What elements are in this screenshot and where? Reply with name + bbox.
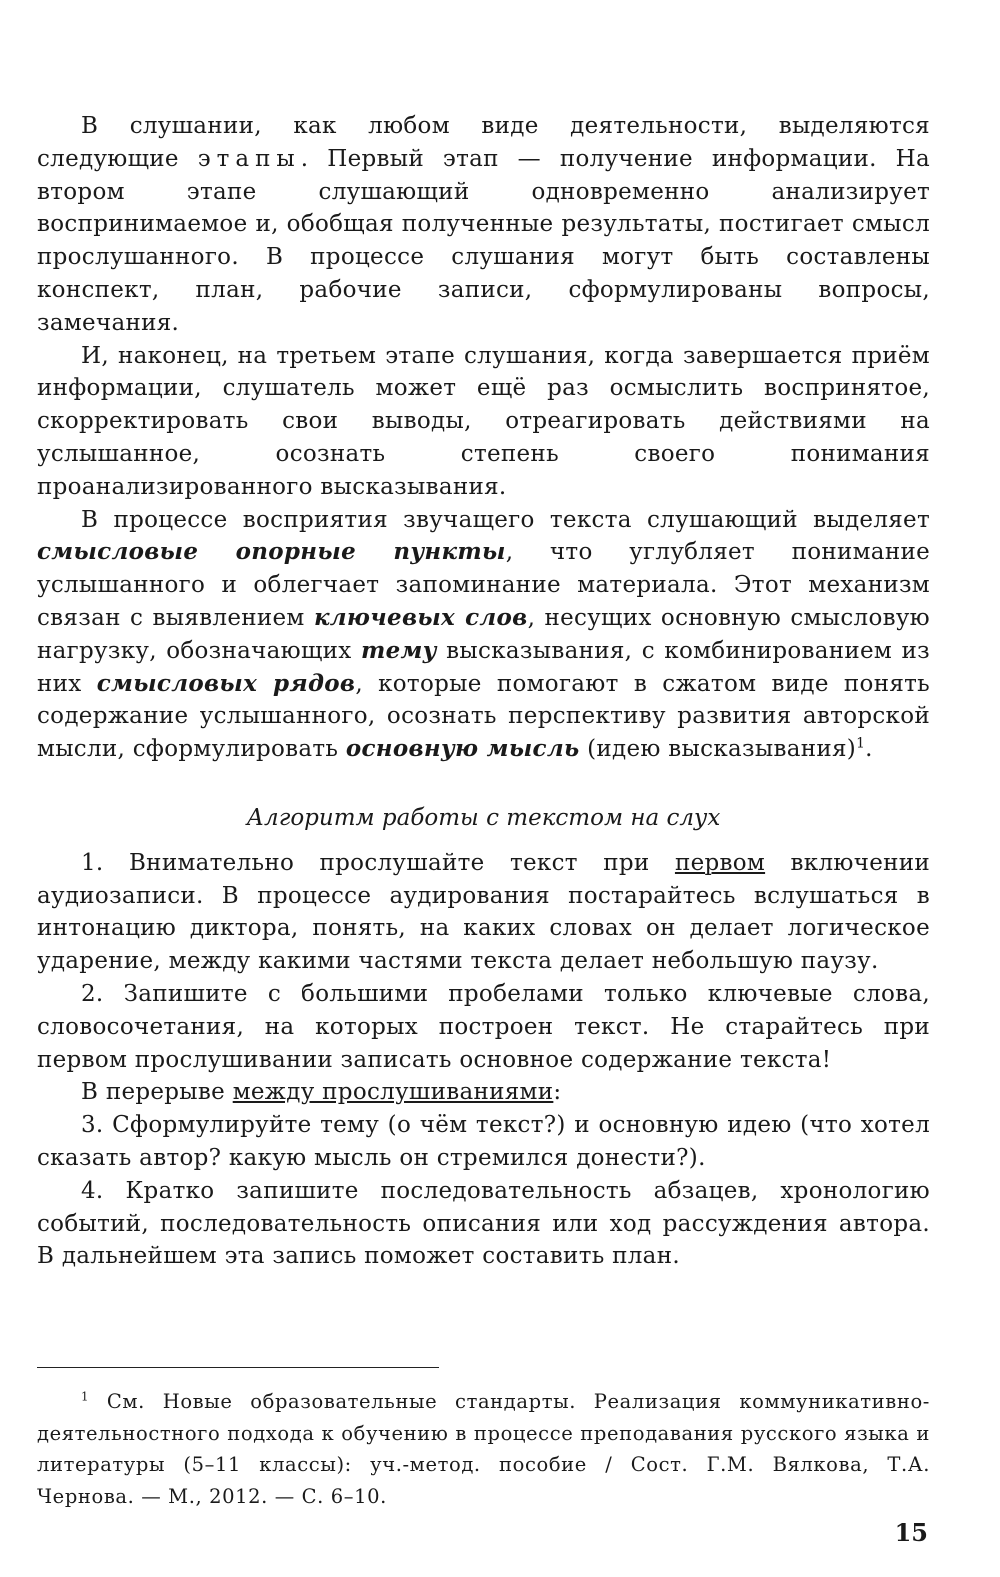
term-topic: тему: [360, 636, 437, 664]
term-key-words: ключевых слов: [313, 603, 528, 631]
algorithm-break-note: В перерыве между прослушиваниями:: [81, 1079, 562, 1106]
paragraph-perception: В процессе восприятия звучащего текста слушающий выделяет смысловые опорные пункты, что углубляет понимание услышанного и облегчает запоминание материала. Этот механизм связан с выявлением ключевых слов, несущих основную смысловую нагрузку, обозначающих тему высказывания, с комбинированием из них смысловых рядов, которые помогают в сжатом виде понять содержание услышанного, осознать перспективу развития авторской мысли, сформулировать основную мысль (идею высказывания)$^1$.: [37, 506, 931, 763]
algorithm-step-1: 1. Внимательно прослушайте текст при первом включении аудиозаписи. В процессе аудирования постарайтесь вслушаться в интонацию диктора, понять, на каких словах он делает логическое ударение, между какими частями текста делает небольшую паузу.: [37, 849, 930, 975]
underlined-first: первом: [674, 849, 766, 876]
paragraph-listening-stages: В слушании, как любом виде деятельности, выделяются следующие этапы. Первый этап — получение информации. На втором этапе слушающий одновременно анализирует воспринимаемое и, обобщая полученные результаты, постигает смысл прослушанного. В процессе слушания могут быть составлены конспект, план, рабочие записи, сформулированы вопросы, замечания.: [37, 113, 930, 336]
algorithm-step-4: 4. Кратко запишите последовательность абзацев, хронологию событий, последовательность описания или ход рассуждения автора. В дальнейшем эта запись поможет составить план.: [37, 1177, 930, 1270]
underlined-between-listenings: между прослушиваниями: [232, 1079, 554, 1106]
paragraph-third-stage: И, наконец, на третьем этапе слушания, когда завершается приём информации, слушатель может ещё раз осмыслить воспринятое, скорректировать свои выводы, отреагировать действиями на услышанное, осознать степень своего понимания проанализированного высказывания.: [37, 342, 930, 500]
footnote-reference: 1: [856, 735, 866, 752]
footnote-mark: 1: [81, 1389, 90, 1404]
footnote: $^1$ См. Новые образовательные стандарты. Реализация коммуникативно-деятельностного подхода к обучению в процессе преподавания русского языка и литературы (5–11 классы): уч.-метод. пособие / Сост. Г.М. Вялкова, Т.А. Чернова. — М., 2012. — С. 6–10.: [37, 1389, 930, 1508]
term-main-idea: основную мысль: [345, 735, 580, 763]
term-semantic-rows: смысловых рядов: [96, 669, 356, 697]
footnote-divider: [37, 1367, 439, 1368]
page-number: 15: [894, 1518, 928, 1547]
algorithm-step-3: 3. Сформулируйте тему (о чём текст?) и основную идею (что хотел сказать автор? какую мысль он стремился донести?).: [37, 1112, 930, 1171]
algorithm-step-2: 2. Запишите с большими пробелами только ключевые слова, словосочетания, на которых построен текст. Не старайтесь при первом прослушивании записать основное содержание текста!: [37, 980, 930, 1073]
page-body: [37, 110, 930, 1273]
term-semantic-points: смысловые опорные пункты: [37, 538, 506, 566]
algorithm-heading: Алгоритм работы с текстом на слух: [246, 804, 721, 831]
spaced-word: этапы: [197, 145, 301, 172]
